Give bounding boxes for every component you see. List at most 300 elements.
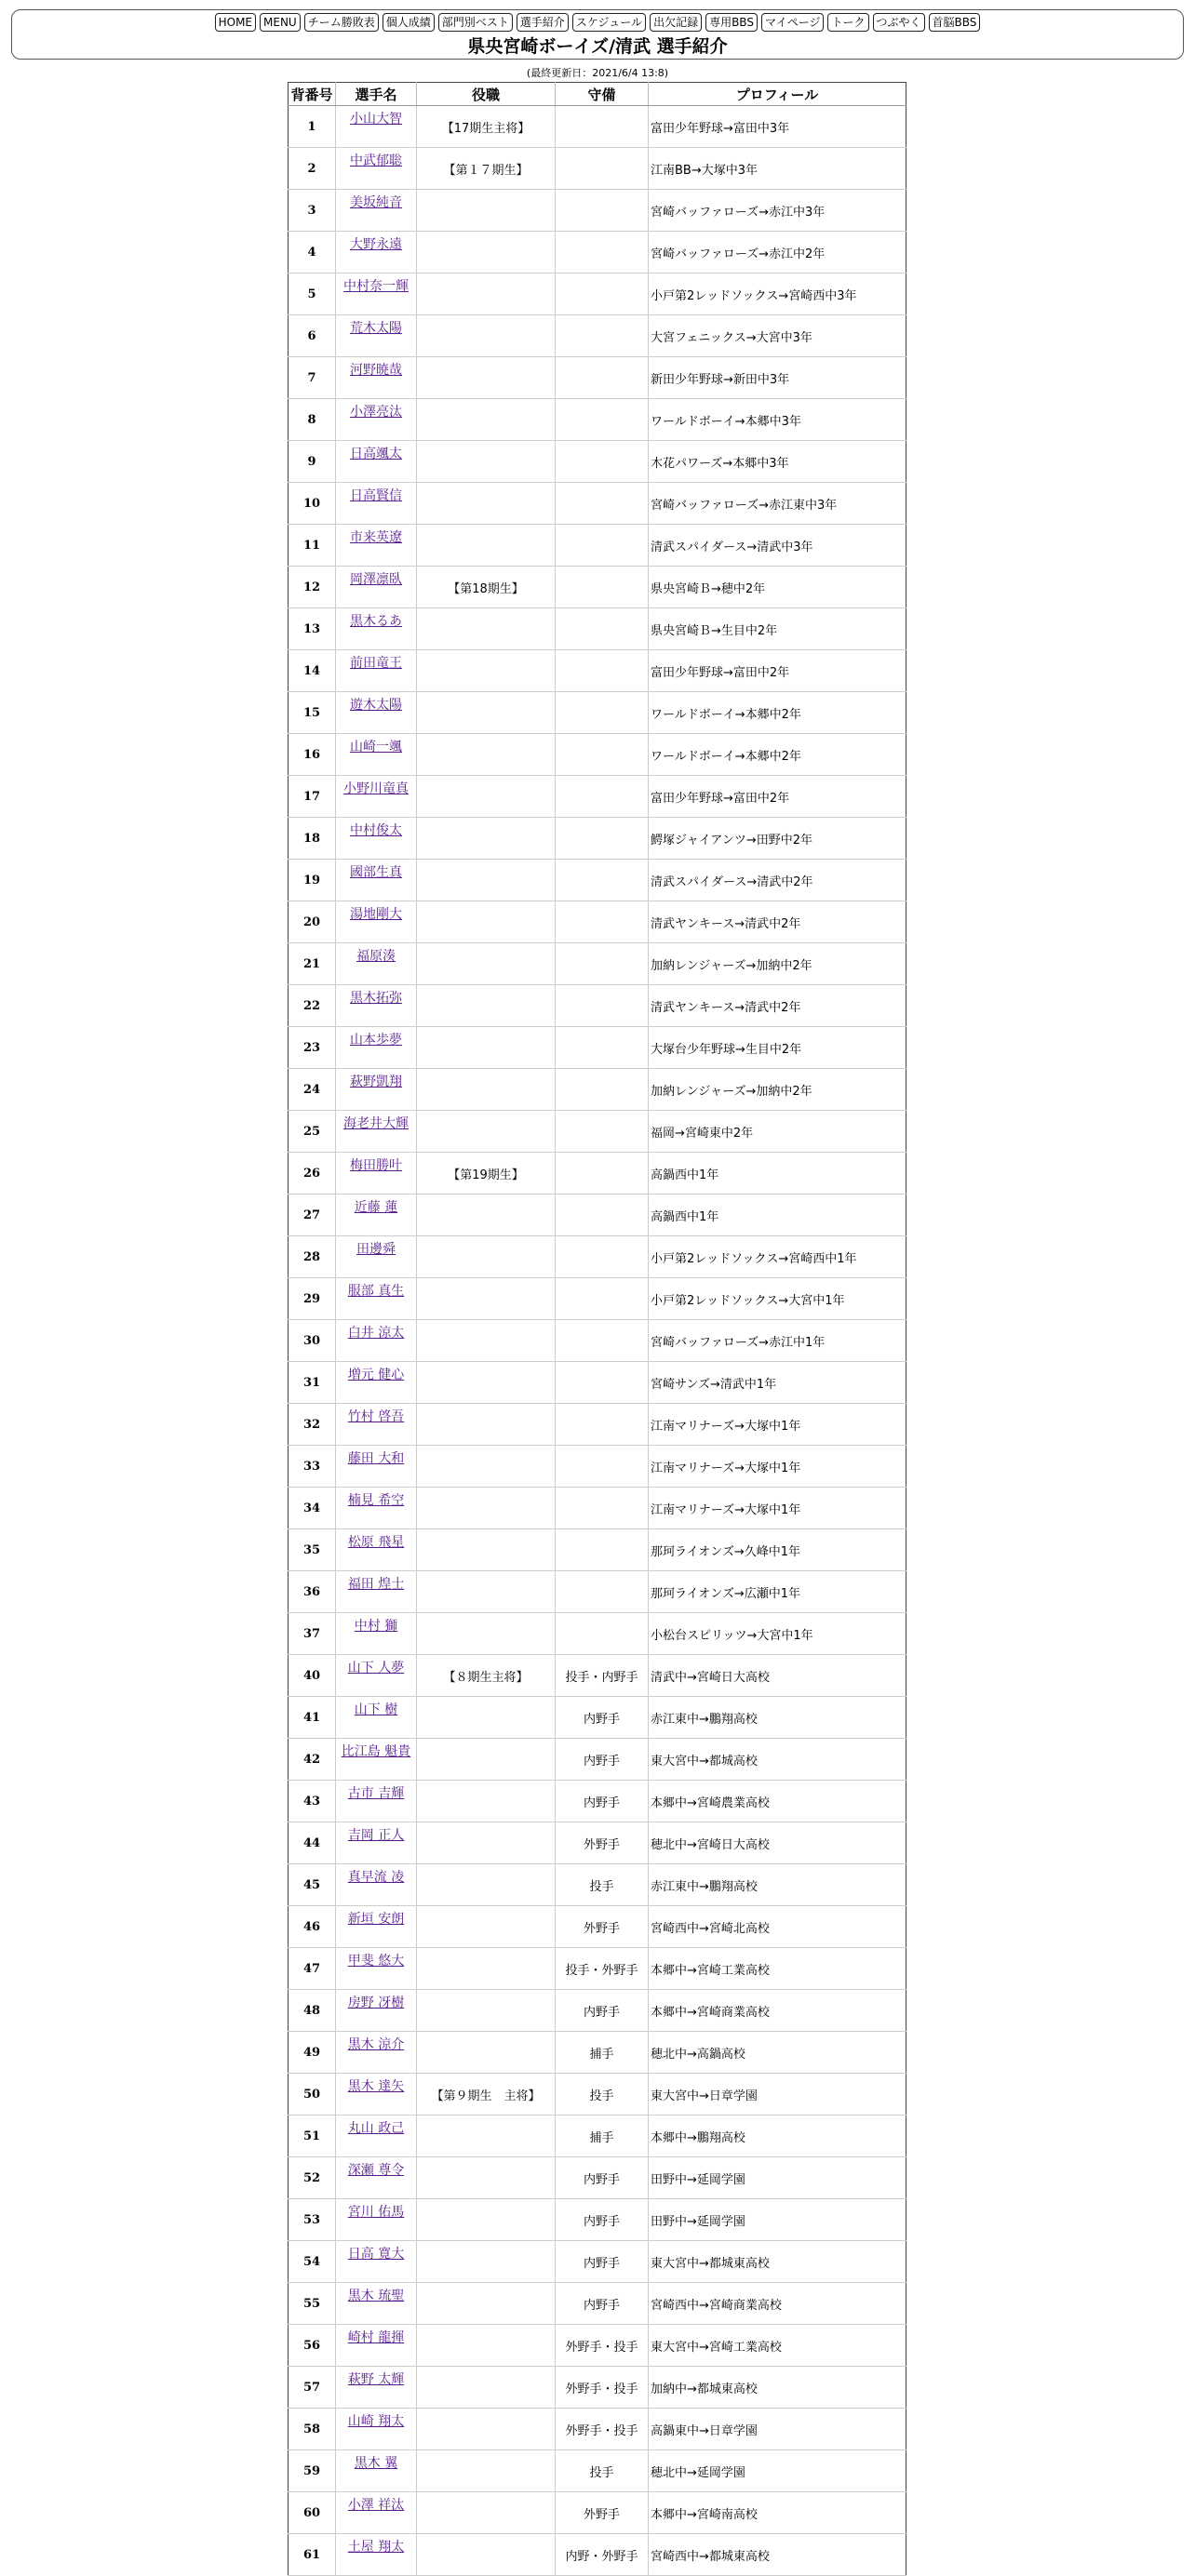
table-header-row [289, 83, 906, 106]
table-row [289, 1153, 906, 1195]
table-row [289, 2450, 906, 2492]
player-role [417, 2157, 556, 2199]
player-name-cell [336, 315, 417, 357]
jersey-number: 33 [289, 1446, 336, 1488]
player-name-cell [336, 441, 417, 483]
table-row [289, 1739, 906, 1781]
player-name-cell [336, 2199, 417, 2241]
player-role [417, 1948, 556, 1990]
player-position [556, 692, 649, 734]
player-name-link[interactable]: 宮川 佑馬 [347, 2205, 405, 2220]
player-role [417, 2409, 556, 2450]
player-name-link[interactable]: 山下 人夢 [347, 1661, 405, 1675]
player-role [417, 985, 556, 1027]
table-row [289, 1906, 906, 1948]
jersey-number: 13 [289, 608, 336, 650]
player-name-link[interactable]: 國部生真 [350, 865, 402, 880]
player-profile: 江南マリナーズ→大塚中1年 [649, 1488, 906, 1529]
jersey-number: 7 [289, 357, 336, 399]
player-role [417, 1488, 556, 1529]
player-profile: 富田少年野球→富田中2年 [649, 650, 906, 692]
jersey-number: 21 [289, 943, 336, 985]
table-row [289, 1822, 906, 1864]
player-name-cell [336, 483, 417, 525]
jersey-number: 41 [289, 1697, 336, 1739]
player-role [417, 1571, 556, 1613]
player-name-cell [336, 1488, 417, 1529]
player-name-cell [336, 2074, 417, 2116]
player-name-link[interactable]: 甲斐 悠大 [347, 1954, 405, 1969]
player-profile: 宮崎バッファローズ→赤江中3年 [649, 190, 906, 232]
player-name-cell [336, 1404, 417, 1446]
jersey-number: 55 [289, 2283, 336, 2325]
table-row [289, 776, 906, 818]
player-name-cell [336, 2283, 417, 2325]
player-position [556, 860, 649, 901]
player-name-cell [336, 399, 417, 441]
jersey-number: 58 [289, 2409, 336, 2450]
player-profile: 宮崎バッファローズ→赤江東中3年 [649, 483, 906, 525]
player-position [556, 1236, 649, 1278]
player-name-link[interactable]: 中村 獅 [354, 1619, 398, 1634]
player-profile: 新田少年野球→新田中3年 [649, 357, 906, 399]
player-name-link[interactable]: 房野 冴樹 [347, 1995, 405, 2010]
table-row [289, 860, 906, 901]
jersey-number: 5 [289, 274, 336, 315]
player-name-link[interactable]: 萩野凱翔 [350, 1074, 402, 1089]
player-position [556, 985, 649, 1027]
player-name-cell [336, 148, 417, 190]
player-name-cell [336, 1990, 417, 2032]
table-row [289, 1781, 906, 1822]
nav-button[interactable]: MENU [260, 13, 301, 32]
player-position [556, 734, 649, 776]
player-profile: 大塚台少年野球→生目中2年 [649, 1027, 906, 1069]
player-name-link[interactable]: 市来英遼 [350, 530, 402, 545]
table-row [289, 2534, 906, 2576]
nav-button[interactable]: チーム勝敗表 [304, 13, 379, 32]
page-title: 県央宮崎ボーイズ/清武 選手紹介 [467, 36, 728, 57]
player-name-link[interactable]: 近藤 蓮 [354, 1200, 398, 1215]
player-role [417, 399, 556, 441]
player-name-link[interactable]: 黒木 達矢 [347, 2079, 405, 2094]
player-name-link[interactable]: 黒木 翼 [354, 2456, 398, 2471]
last-updated: (最終更新日：2021/6/4 13:8) [526, 67, 669, 79]
nav-button[interactable]: トーク [827, 13, 868, 32]
player-profile: 本郷中→宮崎農業高校 [649, 1781, 906, 1822]
player-profile: 本郷中→宮崎商業高校 [649, 1990, 906, 2032]
table-row [289, 357, 906, 399]
nav-button[interactable]: スケジュール [572, 13, 646, 32]
player-role [417, 2367, 556, 2409]
player-role [417, 483, 556, 525]
player-profile: 東大宮中→都城高校 [649, 1739, 906, 1781]
nav-button[interactable]: 選手紹介 [517, 13, 569, 32]
player-role: 【第18期生】 [417, 567, 556, 608]
table-row [289, 1362, 906, 1404]
jersey-number: 32 [289, 1404, 336, 1446]
player-name-link[interactable]: 丸山 政己 [347, 2121, 405, 2136]
player-position: 内野手 [556, 1697, 649, 1739]
table-row [289, 2409, 906, 2450]
player-name-link[interactable]: 藤田 大和 [347, 1451, 405, 1466]
player-role [417, 776, 556, 818]
player-name-link[interactable]: 美坂純音 [350, 195, 402, 210]
player-name-link[interactable]: 楠見 希空 [347, 1493, 405, 1508]
player-profile: 本郷中→宮崎工業高校 [649, 1948, 906, 1990]
player-position [556, 1069, 649, 1111]
player-name-link[interactable]: 服部 真生 [347, 1284, 405, 1299]
player-name-link[interactable]: 小澤 祥汰 [347, 2498, 405, 2513]
player-name-cell [336, 2409, 417, 2450]
player-name-link[interactable]: 福原湊 [356, 949, 396, 964]
nav-button[interactable]: マイページ [761, 13, 825, 32]
player-profile: 大宮フェニックス→大宮中3年 [649, 315, 906, 357]
player-name-cell [336, 1571, 417, 1613]
player-profile: 高鍋西中1年 [649, 1153, 906, 1195]
player-name-link[interactable]: 福田 煌士 [347, 1577, 405, 1592]
player-role [417, 2450, 556, 2492]
player-role [417, 1362, 556, 1404]
player-role [417, 943, 556, 985]
player-position [556, 148, 649, 190]
table-row [289, 1069, 906, 1111]
jersey-number: 25 [289, 1111, 336, 1153]
player-name-cell [336, 943, 417, 985]
player-role [417, 2199, 556, 2241]
table-row [289, 943, 906, 985]
nav-button[interactable]: HOME [215, 13, 256, 32]
player-profile: ワールドボーイ→本郷中3年 [649, 399, 906, 441]
player-name-cell [336, 274, 417, 315]
player-role [417, 2492, 556, 2534]
jersey-number: 3 [289, 190, 336, 232]
player-position [556, 776, 649, 818]
jersey-number: 46 [289, 1906, 336, 1948]
player-role [417, 1111, 556, 1153]
player-name-cell [336, 2534, 417, 2576]
jersey-number: 8 [289, 399, 336, 441]
player-name-link[interactable]: 日高 寛大 [347, 2247, 405, 2262]
player-name-link[interactable]: 海老井大輝 [343, 1116, 409, 1131]
table-row [289, 483, 906, 525]
table-row [289, 399, 906, 441]
player-role [417, 1864, 556, 1906]
player-role [417, 1069, 556, 1111]
player-name-link[interactable]: 真早流 凌 [347, 1870, 405, 1885]
player-name-link[interactable]: 岡澤凛臥 [350, 572, 402, 587]
player-position [556, 567, 649, 608]
player-name-link[interactable]: 山下 樹 [354, 1702, 398, 1717]
player-position: 投手・内野手 [556, 1655, 649, 1697]
nav-button[interactable]: つぶやく [873, 13, 925, 32]
table-row [289, 2116, 906, 2157]
player-name-link[interactable]: 遊木太陽 [350, 698, 402, 713]
player-position: 外野手 [556, 1906, 649, 1948]
jersey-number: 30 [289, 1320, 336, 1362]
player-profile: 宮崎西中→都城東高校 [649, 2534, 906, 2576]
player-name-link[interactable]: 深瀬 尊令 [347, 2163, 405, 2178]
player-name-link[interactable]: 増元 健心 [347, 1368, 405, 1382]
player-role: 【第９期生 主将】 [417, 2074, 556, 2116]
player-name-cell [336, 1278, 417, 1320]
player-role [417, 608, 556, 650]
player-position: 投手 [556, 1864, 649, 1906]
player-name-link[interactable]: 荒木太陽 [350, 321, 402, 336]
player-name-link[interactable]: 日高颯太 [350, 447, 402, 461]
player-name-cell [336, 1153, 417, 1195]
player-name-link[interactable]: 日高賢信 [350, 488, 402, 503]
player-profile: 東大宮中→日章学園 [649, 2074, 906, 2116]
player-name-link[interactable]: 新垣 安朗 [347, 1912, 405, 1927]
player-role [417, 1027, 556, 1069]
player-name-link[interactable]: 黒木 涼介 [347, 2037, 405, 2052]
player-profile: 赤江東中→鵬翔高校 [649, 1864, 906, 1906]
player-name-cell [336, 1362, 417, 1404]
player-profile: ワールドボーイ→本郷中2年 [649, 734, 906, 776]
header-role: 役職 [417, 83, 556, 106]
player-name-cell [336, 2241, 417, 2283]
player-name-link[interactable]: 竹村 啓吾 [347, 1409, 405, 1424]
player-position [556, 901, 649, 943]
player-name-cell [336, 1822, 417, 1864]
player-role [417, 1697, 556, 1739]
player-role [417, 1320, 556, 1362]
jersey-number: 49 [289, 2032, 336, 2074]
table-row [289, 1488, 906, 1529]
player-role [417, 274, 556, 315]
player-name-cell [336, 1195, 417, 1236]
player-profile: 本郷中→鵬翔高校 [649, 2116, 906, 2157]
player-role: 【８期生主将】 [417, 1655, 556, 1697]
player-name-link[interactable]: 黒木 琉聖 [347, 2289, 405, 2303]
player-position [556, 1529, 649, 1571]
jersey-number: 48 [289, 1990, 336, 2032]
jersey-number: 11 [289, 525, 336, 567]
player-name-cell [336, 1864, 417, 1906]
player-profile: 宮崎西中→宮崎北高校 [649, 1906, 906, 1948]
player-role [417, 1278, 556, 1320]
player-role [417, 860, 556, 901]
table-row [289, 2032, 906, 2074]
player-name-cell [336, 1027, 417, 1069]
player-name-link[interactable]: 田邊舜 [356, 1242, 396, 1257]
table-row [289, 901, 906, 943]
player-role [417, 1906, 556, 1948]
player-role [417, 232, 556, 274]
player-position [556, 232, 649, 274]
player-role [417, 1529, 556, 1571]
player-name-cell [336, 357, 417, 399]
player-role [417, 1446, 556, 1488]
player-profile: 県央宮崎Ｂ→穂中2年 [649, 567, 906, 608]
player-name-link[interactable]: 小山大智 [350, 112, 402, 127]
table-row [289, 608, 906, 650]
table-row [289, 1655, 906, 1697]
table-row [289, 1195, 906, 1236]
player-position: 捕手 [556, 2116, 649, 2157]
player-name-cell [336, 818, 417, 860]
player-name-link[interactable]: 中武郁聡 [350, 153, 402, 168]
player-position [556, 441, 649, 483]
player-position [556, 608, 649, 650]
player-position: 内野手 [556, 2241, 649, 2283]
player-name-cell [336, 1948, 417, 1990]
player-role [417, 1781, 556, 1822]
player-name-link[interactable]: 中村奈一輝 [343, 279, 409, 294]
player-role [417, 1739, 556, 1781]
player-name-link[interactable]: 山本歩夢 [350, 1033, 402, 1048]
player-profile: 高鍋東中→日章学園 [649, 2409, 906, 2450]
jersey-number: 47 [289, 1948, 336, 1990]
player-name-link[interactable]: 比江島 魁貴 [341, 1744, 411, 1759]
header-number: 背番号 [289, 83, 336, 106]
player-name-link[interactable]: 土屋 翔太 [347, 2540, 405, 2555]
player-profile: 加納中→都城東高校 [649, 2367, 906, 2409]
player-name-cell [336, 1111, 417, 1153]
player-position: 捕手 [556, 2032, 649, 2074]
player-position: 内野手 [556, 2199, 649, 2241]
player-name-cell [336, 1613, 417, 1655]
player-role [417, 1404, 556, 1446]
jersey-number: 54 [289, 2241, 336, 2283]
jersey-number: 17 [289, 776, 336, 818]
player-role [417, 2116, 556, 2157]
player-name-link[interactable]: 吉岡 正人 [347, 1828, 405, 1843]
player-profile: 富田少年野球→富田中2年 [649, 776, 906, 818]
player-name-link[interactable]: 小野川竜真 [343, 781, 409, 796]
jersey-number: 14 [289, 650, 336, 692]
player-name-link[interactable]: 大野永遠 [350, 237, 402, 252]
table-row [289, 567, 906, 608]
player-position [556, 1488, 649, 1529]
table-row [289, 2157, 906, 2199]
player-position: 内野手 [556, 1990, 649, 2032]
player-name-cell [336, 1446, 417, 1488]
player-name-link[interactable]: 河野暁哉 [350, 363, 402, 378]
player-name-link[interactable]: 中村俊太 [350, 823, 402, 838]
player-name-cell [336, 106, 417, 148]
player-profile: 鰐塚ジャイアンツ→田野中2年 [649, 818, 906, 860]
player-position: 外野手・投手 [556, 2325, 649, 2367]
player-name-link[interactable]: 小澤亮汰 [350, 405, 402, 420]
nav-button[interactable]: 専用BBS [705, 13, 758, 32]
player-name-cell [336, 1781, 417, 1822]
jersey-number: 6 [289, 315, 336, 357]
jersey-number: 20 [289, 901, 336, 943]
player-role [417, 1990, 556, 2032]
table-row [289, 1404, 906, 1446]
jersey-number: 51 [289, 2116, 336, 2157]
table-row [289, 1990, 906, 2032]
table-row [289, 2241, 906, 2283]
table-row [289, 2325, 906, 2367]
player-profile: 福岡→宮崎東中2年 [649, 1111, 906, 1153]
jersey-number: 29 [289, 1278, 336, 1320]
nav-button[interactable]: 出欠記録 [650, 13, 702, 32]
roster-table [288, 82, 906, 2576]
jersey-number: 34 [289, 1488, 336, 1529]
player-name-cell [336, 525, 417, 567]
jersey-number: 16 [289, 734, 336, 776]
player-name-link[interactable]: 古市 吉輝 [347, 1786, 405, 1801]
nav-button[interactable]: 部門別ベスト [438, 13, 513, 32]
player-role [417, 2534, 556, 2576]
player-profile: 加納レンジャーズ→加納中2年 [649, 943, 906, 985]
player-name-link[interactable]: 山崎一颯 [350, 740, 402, 754]
nav-button[interactable]: 首脳BBS [929, 13, 981, 32]
player-name-cell [336, 1655, 417, 1697]
table-row [289, 985, 906, 1027]
player-name-cell [336, 2367, 417, 2409]
jersey-number: 24 [289, 1069, 336, 1111]
player-name-cell [336, 2116, 417, 2157]
player-name-cell [336, 1529, 417, 1571]
player-name-cell [336, 901, 417, 943]
player-position [556, 315, 649, 357]
player-profile: 清武スパイダース→清武中2年 [649, 860, 906, 901]
table-row [289, 2283, 906, 2325]
player-name-link[interactable]: 萩野 太輝 [347, 2372, 405, 2387]
player-role: 【第１７期生】 [417, 148, 556, 190]
player-role [417, 2241, 556, 2283]
player-name-link[interactable]: 崎村 龍揮 [347, 2330, 405, 2345]
table-row [289, 818, 906, 860]
player-name-cell [336, 1236, 417, 1278]
player-name-link[interactable]: 湯地剛大 [350, 907, 402, 922]
player-profile: 田野中→延岡学園 [649, 2199, 906, 2241]
jersey-number: 26 [289, 1153, 336, 1195]
player-position [556, 106, 649, 148]
player-name-link[interactable]: 黒木るあ [350, 614, 402, 629]
jersey-number: 27 [289, 1195, 336, 1236]
jersey-number: 42 [289, 1739, 336, 1781]
player-role [417, 2283, 556, 2325]
player-name-link[interactable]: 山崎 翔太 [347, 2414, 405, 2429]
player-profile: 県央宮崎Ｂ→生目中2年 [649, 608, 906, 650]
jersey-number: 61 [289, 2534, 336, 2576]
header-position: 守備 [556, 83, 649, 106]
player-name-cell [336, 2492, 417, 2534]
player-role [417, 315, 556, 357]
jersey-number: 10 [289, 483, 336, 525]
player-position [556, 818, 649, 860]
player-role: 【第19期生】 [417, 1153, 556, 1195]
table-row [289, 1948, 906, 1990]
player-role [417, 692, 556, 734]
player-name-link[interactable]: 梅田勝叶 [350, 1158, 402, 1173]
table-row [289, 1236, 906, 1278]
player-role [417, 2032, 556, 2074]
table-row [289, 525, 906, 567]
nav-button[interactable]: 個人成績 [383, 13, 435, 32]
player-position [556, 1362, 649, 1404]
player-position [556, 525, 649, 567]
player-profile: ワールドボーイ→本郷中2年 [649, 692, 906, 734]
player-name-link[interactable]: 前田竜王 [350, 656, 402, 671]
player-profile: 清武スパイダース→清武中3年 [649, 525, 906, 567]
player-name-cell [336, 1069, 417, 1111]
player-name-cell [336, 1739, 417, 1781]
page-header [11, 9, 1184, 60]
player-position: 外野手・投手 [556, 2367, 649, 2409]
player-profile: 小戸第2レッドソックス→大宮中1年 [649, 1278, 906, 1320]
table-row [289, 106, 906, 148]
player-name-link[interactable]: 黒木拓弥 [350, 991, 402, 1006]
player-name-link[interactable]: 白井 涼太 [347, 1326, 405, 1341]
player-name-link[interactable]: 松原 飛星 [347, 1535, 405, 1550]
player-position [556, 399, 649, 441]
